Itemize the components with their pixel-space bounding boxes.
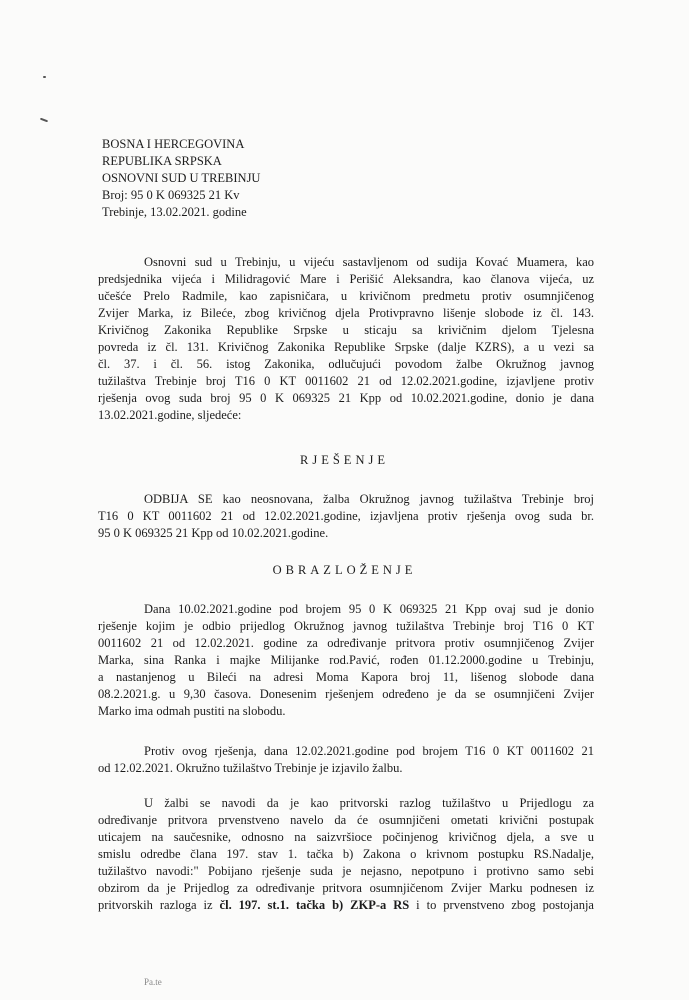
text-line: uticajem na saučesnike, odnosno na saizvršioce počinjenog krivičnog djela, a sve u [98, 830, 594, 844]
text-line: tužilaštvo navodi:" Pobijano rješenje suda je nejasno, nepotpuno i protivno samo sebi [98, 864, 594, 878]
text-line [98, 897, 594, 914]
text-line: Osnovni sud u Trebinju, u vijeću sastavljenom od sudija Kovać Muamera, kao [144, 255, 594, 269]
footer-mark: Pa.te [144, 977, 162, 987]
reasoning-paragraph-1 [98, 601, 594, 720]
bold-legal-reference: čl. 197. st.1. tačka b) ZKP-a RS [219, 898, 410, 912]
header-date: Trebinje, 13.02.2021. godine [102, 205, 247, 219]
text-line: Dana 10.02.2021.godine pod brojem 95 0 K 069325 21 Kpp ovaj sud je donio [144, 602, 594, 616]
text-line: obzirom da je Prijedlog za određivanje pritvora osumnjičenom Zvijer Marku podnesen iz [98, 881, 594, 895]
intro-paragraph [98, 254, 594, 424]
text-segment: pritvorskih razloga iz [98, 898, 220, 912]
header-entity: REPUBLIKA SRPSKA [102, 154, 222, 168]
scan-mark [40, 118, 48, 123]
section-title-decision: RJEŠENJE [300, 453, 389, 467]
text-line: Protiv ovog rješenja, dana 12.02.2021.godine pod brojem T16 0 KT 0011602 21 [144, 744, 594, 758]
text-line: 95 0 K 069325 21 Kpp od 10.02.2021.godine. [98, 526, 329, 540]
header-case-number: Broj: 95 0 K 069325 21 Kv [102, 188, 240, 202]
text-line: smislu odredbe člana 197. stav 1. tačka b) Zakona o krivnom postupku RS.Nadalje, [98, 847, 594, 861]
text-line: učešće Prelo Radmile, kao zapisničara, u krivičnom predmetu protiv osumnjičenog [98, 289, 594, 303]
text-line: Marka, sina Ranka i majke Milijanke rod.Pavić, rođen 01.12.2000.godine u Trebinju, [98, 653, 594, 667]
text-line: 13.02.2021.godine, sljedeće: [98, 408, 242, 422]
text-line: rješenje kojim je odbio prijedlog Okružnog javnog tužilaštva Trebinje broj T16 0 KT [98, 619, 594, 633]
text-line: tužilaštva Trebinje broj T16 0 KT 0011602 21 od 12.02.2021.godine, izjavljene protiv [98, 374, 594, 388]
decision-paragraph [98, 491, 594, 542]
text-line: T16 0 KT 0011602 21 od 12.02.2021.godine, izjavljena protiv rješenja ovog suda br. [98, 509, 594, 523]
reasoning-paragraph-2 [98, 743, 594, 777]
text-line: rješenja ovog suda broj 95 0 K 069325 21 Kpp od 10.02.2021.godine, donio je dana [98, 391, 594, 405]
text-line: 08.2.2021.g. u 9,30 časova. Donesenim rješenjem određeno je da se osumnjičeni Zvijer [98, 687, 594, 701]
reasoning-paragraph-3 [98, 795, 594, 914]
text-line: U žalbi se navodi da je kao pritvorski razlog tužilaštvo u Prijedlogu za [144, 796, 594, 810]
scan-mark [43, 76, 46, 78]
text-line: predsjednika vijeća i Milidragović Mare i Perišić Aleksandra, kao članova vijeća, uz [98, 272, 594, 286]
text-line: 0011602 21 od 12.02.2021. godine za određivanje pritvora protiv osumnjičenog Zvijer [98, 636, 594, 650]
header-court: OSNOVNI SUD U TREBINJU [102, 171, 261, 185]
text-line: Krivičnog Zakonika Republike Srpske u sticaju sa krivičnim djelom Tjelesna [98, 323, 594, 337]
text-line: Zvijer Marka, iz Bileće, zbog krivičnog djela Protivpravno lišenje slobode iz čl. 143. [98, 306, 594, 320]
court-header [102, 136, 260, 221]
header-country: BOSNA I HERCEGOVINA [102, 137, 245, 151]
section-title-reasoning: OBRAZLOŽENJE [272, 563, 417, 577]
text-line: ODBIJA SE kao neosnovana, žalba Okružnog javnog tužilaštva Trebinje broj [144, 492, 594, 506]
text-line: određivanje pritvora prvenstveno navelo da će osumnjičeni ometati krivični postupak [98, 813, 594, 827]
text-segment: i to prvenstveno zbog postojanja [409, 898, 594, 912]
text-line: povreda iz čl. 131. Krivičnog Zakonika Republike Srpske (dalje KZRS), a u vezi sa [98, 340, 594, 354]
text-line: čl. 37. i čl. 56. istog Zakonika, odlučujući povodom žalbe Okružnog javnog [98, 357, 594, 371]
text-line: Marko ima odmah pustiti na slobodu. [98, 704, 286, 718]
text-line: od 12.02.2021. Okružno tužilaštvo Trebinje je izjavilo žalbu. [98, 761, 403, 775]
text-line: a nastanjenog u Bileći na adresi Moma Kapora broj 11, lišenog slobode dana [98, 670, 594, 684]
